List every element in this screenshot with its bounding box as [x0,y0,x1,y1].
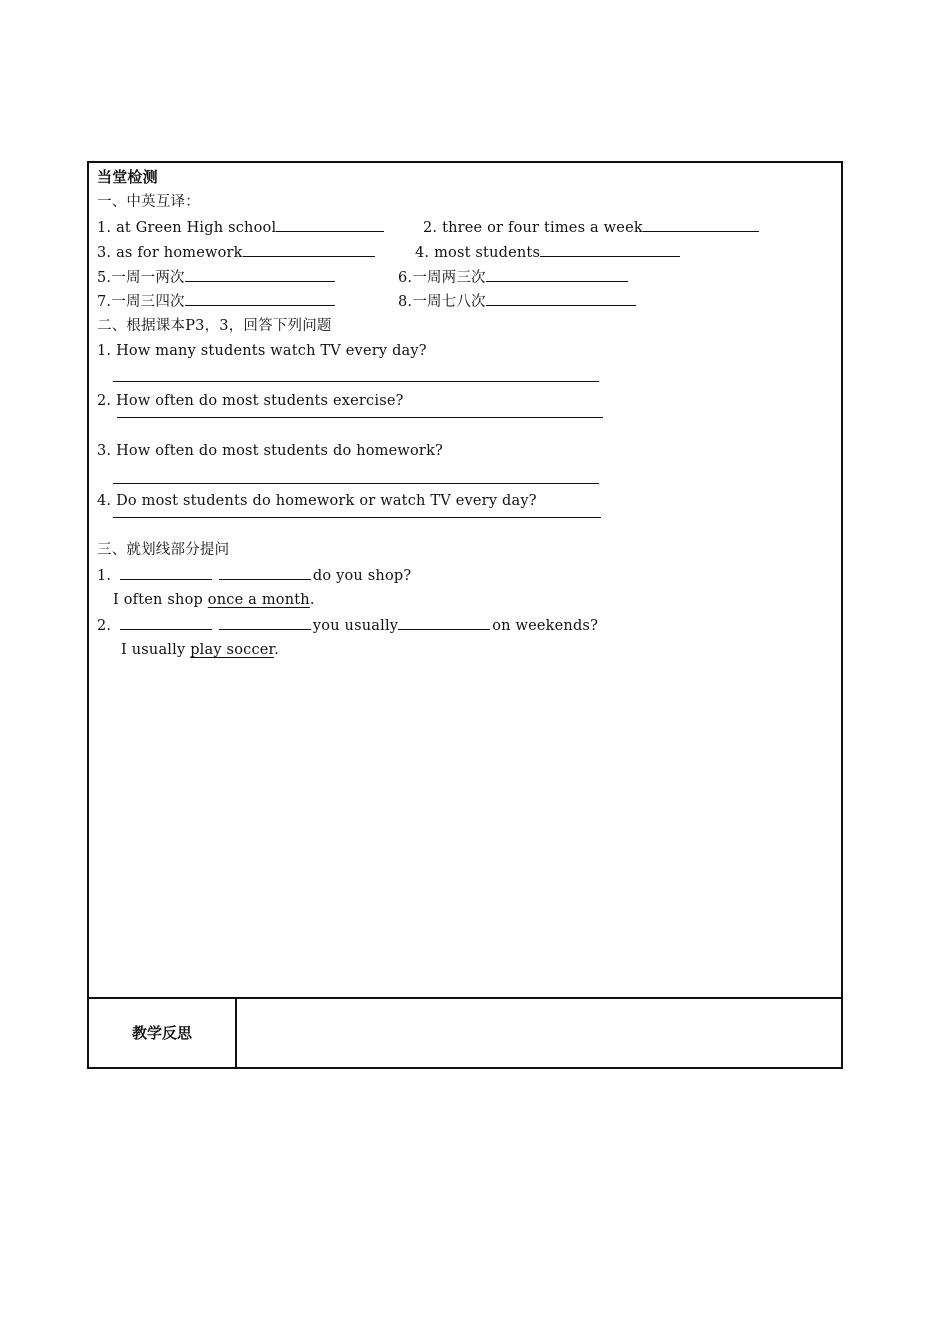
section-title: 当堂检测 [97,168,158,186]
answer-blank[interactable] [120,565,212,580]
part3-heading: 三、就划线部分提问 [97,542,230,558]
answer-blank[interactable] [486,291,636,306]
part1-item-4: 4. most students [415,242,682,263]
part1-heading: 一、中英互译： [97,194,200,210]
part1-item-3: 3. as for homework [97,242,377,263]
answer-blank[interactable] [540,242,680,257]
part2-question-1: 1. How many students watch TV every day? [97,343,427,359]
part3-question-1: 1. do you shop? [97,565,411,586]
part3-question-2: 2. you usually on weekends? [97,615,598,636]
underlined-phrase: play soccer [190,642,275,658]
answer-blank[interactable] [219,615,311,630]
part1-item-2: 2. three or four times a week [423,217,761,238]
in-class-check-cell [89,163,841,999]
answer-blank[interactable] [243,242,375,257]
worksheet-table [87,161,843,1069]
answer-blank[interactable] [398,615,490,630]
answer-blank[interactable] [486,267,628,282]
answer-line-4[interactable] [113,517,601,518]
part2-heading: 二、根据课本P3，3，回答下列问题 [97,318,332,334]
answer-blank[interactable] [276,217,384,232]
answer-blank[interactable] [185,291,335,306]
underlined-phrase: once a month [207,592,310,608]
answer-blank[interactable] [219,565,311,580]
part3-answer-2: I usually play soccer. [121,642,279,658]
answer-line-2[interactable] [117,417,603,418]
part2-question-3: 3. How often do most students do homework? [97,443,444,459]
answer-blank[interactable] [185,267,335,282]
part2-question-2: 2. How often do most students exercise? [97,393,404,409]
part1-item-1: 1. at Green High school [97,217,386,238]
part1-item-5: 5.一周一两次 [97,267,337,288]
answer-line-1[interactable] [113,381,599,382]
teaching-reflection-field[interactable] [237,997,841,1067]
part1-item-7: 7.一周三四次 [97,291,337,312]
part1-item-6: 6.一周两三次 [398,267,630,288]
part3-answer-1: I often shop once a month. [113,592,315,608]
teaching-reflection-label: 教学反思 [89,997,237,1067]
part2-question-4: 4. Do most students do homework or watch TV every day? [97,493,537,509]
answer-line-3[interactable] [113,483,599,484]
part1-item-8: 8.一周七八次 [398,291,638,312]
answer-blank[interactable] [643,217,759,232]
answer-blank[interactable] [120,615,212,630]
